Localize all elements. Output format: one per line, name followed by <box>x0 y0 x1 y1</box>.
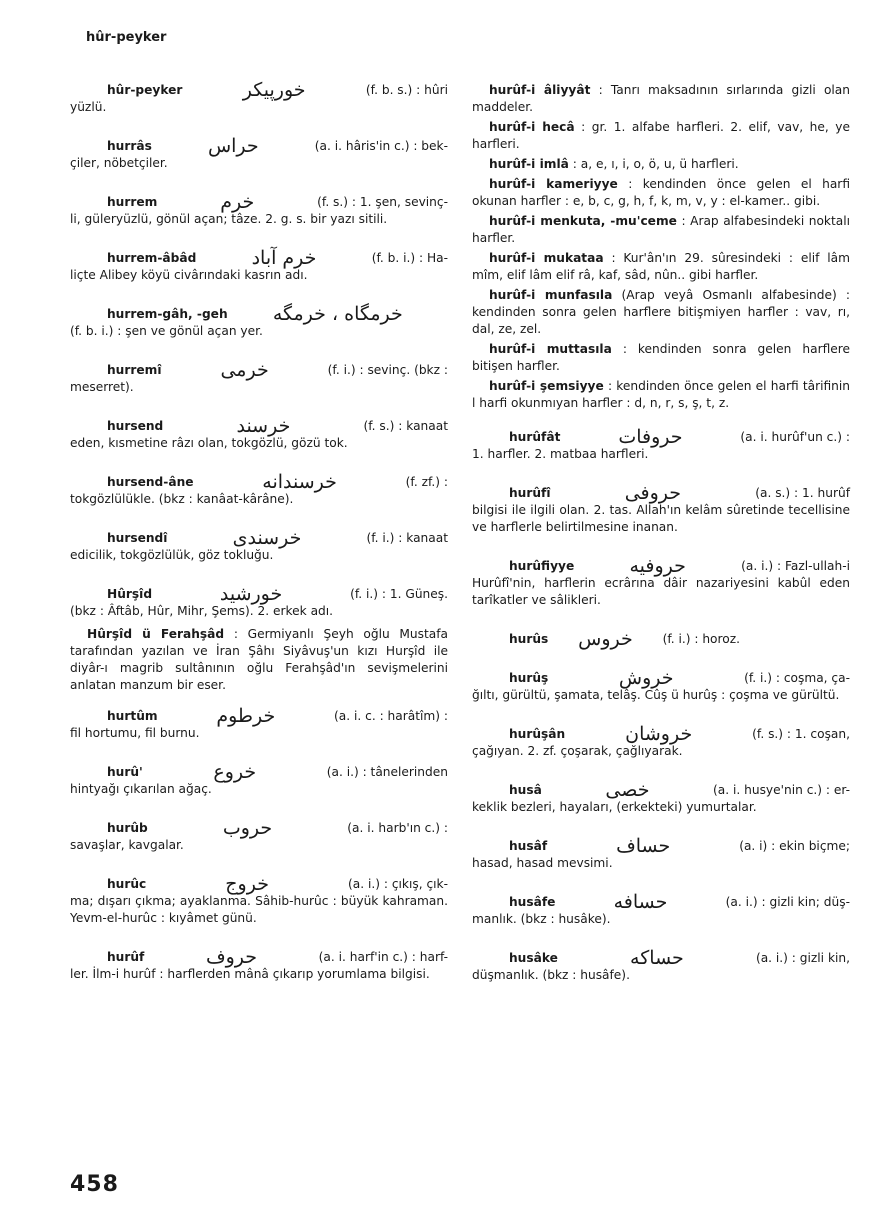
definition-cont: (bkz : Âftâb, Hûr, Mihr, Şems). 2. erkek adı. <box>70 604 334 618</box>
definition: (f. i.) : kanaat <box>366 531 448 545</box>
definition-cont: bilgisi ile ilgili olan. 2. tas. Allah'ın kelâm sûretinde tecellisine ve harflerle belirtilmesine inanan. <box>472 503 850 534</box>
definition: (f. i.) : horoz. <box>662 632 740 646</box>
entry <box>472 341 850 375</box>
headword: hurûfât <box>509 430 561 444</box>
arabic-script: خرسندی <box>232 527 302 549</box>
arabic-script: خروشان <box>625 723 693 745</box>
definition: (a. i. harb'ın c.) : <box>347 821 448 835</box>
arabic-script: خرمگاه ، خرمگه <box>272 303 403 325</box>
entry <box>472 176 850 210</box>
definition: (f. b. i.) : Ha- <box>371 251 448 265</box>
headword: hûr-peyker <box>107 83 183 97</box>
arabic-script: خروش <box>618 667 674 689</box>
entry <box>70 79 448 116</box>
entry <box>472 250 850 284</box>
headword: hurûfî <box>509 486 551 500</box>
definition: (Arap veyâ Osmanlı alfabesinde) : kendinden sonra gelen harflere bitişmiyen harfler : vav, rı, dal, ze, zel. <box>472 288 850 336</box>
entry <box>70 527 448 564</box>
entry <box>472 426 850 463</box>
headword: hursend-âne <box>107 475 194 489</box>
arabic-script: حروف <box>205 946 258 968</box>
definition-cont: edicilik, tokgözlülük, göz tokluğu. <box>70 548 274 562</box>
headword: husâfe <box>509 895 556 909</box>
definition: : gr. 1. alfabe harfleri. 2. elif, vav, he, ye harfleri. <box>472 120 850 151</box>
entry <box>70 626 448 694</box>
definition: : a, e, ı, i, o, ö, u, ü harfleri. <box>572 157 739 171</box>
arabic-script: خرطوم <box>216 705 276 727</box>
definition: (a. i.) : çıkış, çık- <box>347 877 448 891</box>
headword: hurtûm <box>107 709 158 723</box>
definition: (a. i. hâris'in c.) : bek- <box>314 139 448 153</box>
entry <box>70 705 448 742</box>
definition-cont: ma; dışarı çıkma; ayaklanma. Sâhib-hurûc : büyük kahraman. Yevm-el-hurûc : kıyâmet günü. <box>70 894 448 925</box>
entry <box>70 583 448 620</box>
definition: (a. i. c. : harâtîm) : <box>334 709 448 723</box>
arabic-script: خروس <box>578 628 633 650</box>
definition-cont: hasad, hasad mevsimi. <box>472 856 613 870</box>
entry <box>472 835 850 872</box>
headword: hursend <box>107 419 164 433</box>
running-head: hûr-peyker <box>86 30 167 45</box>
entry <box>70 761 448 798</box>
definition: : kendinden önce gelen el harfi târifinin l harfi okunmıyan harfler : d, n, r, s, ş, t, z. <box>472 379 850 410</box>
entry <box>472 378 850 412</box>
headword: hurûf-i menkuta, -mu'ceme <box>489 214 677 228</box>
definition: (a. i. husye'nin c.) : er- <box>713 783 850 797</box>
entry <box>472 947 850 984</box>
headword: hurûş <box>509 671 549 685</box>
headword: hurûc <box>107 877 147 891</box>
entry <box>472 156 850 173</box>
entry <box>70 191 448 228</box>
entry <box>70 873 448 927</box>
definition: (f. s.) : 1. şen, sevinç- <box>317 195 448 209</box>
definition-cont: düşmanlık. (bkz : husâfe). <box>472 968 630 982</box>
headword: hurûf-i imlâ <box>489 157 569 171</box>
definition: : kendinden sonra gelen harflere bitişen harfler. <box>472 342 850 373</box>
definition: (a. i.) : gizli kin, <box>755 951 850 965</box>
headword: hurûs <box>509 632 549 646</box>
definition: (a. i. harf'in c.) : harf- <box>318 950 448 964</box>
definition: : Arap alfabesindeki noktalı harfler. <box>472 214 851 245</box>
arabic-script: حروفیه <box>629 555 686 577</box>
page-number: 458 <box>70 1172 119 1197</box>
definition: (f. b. s.) : hûri <box>365 83 448 97</box>
definition: (a. s.) : 1. hurûf <box>755 486 850 500</box>
entry <box>472 667 850 704</box>
definition-cont: (f. b. i.) : şen ve gönül açan yer. <box>70 324 263 338</box>
headword: hurûf-i âliyyât <box>489 83 591 97</box>
definition-cont: eden, kısmetine râzı olan, tokgözlü, gözü tok. <box>70 436 348 450</box>
definition: : Kur'ân'ın 29. sûresindeki : elif lâm mîm, elif lâm elif râ, kaf, sâd, nûn.. gibi harfler. <box>472 251 851 282</box>
headword: hurûfiyye <box>509 559 575 573</box>
definition-cont: ler. İlm-i hurûf : harflerden mânâ çıkarıp yorumlama bilgisi. <box>70 967 430 981</box>
headword: hurûf-i şemsiyye <box>489 379 604 393</box>
headword: hurû' <box>107 765 143 779</box>
headword: hurûf-i hecâ <box>489 120 575 134</box>
arabic-script: حروب <box>222 817 273 839</box>
headword: husâ <box>509 783 542 797</box>
definition: (a. i) : ekin biçme; <box>739 839 850 853</box>
arabic-script: حساکه <box>630 947 684 969</box>
headword: hurûşân <box>509 727 566 741</box>
entry <box>472 555 850 609</box>
definition-cont: fil hortumu, fil burnu. <box>70 726 200 740</box>
headword: hurûf-i muttasıla <box>489 342 612 356</box>
headword: Hûrşîd ü Ferahşâd <box>87 627 225 641</box>
definition: (f. i.) : coşma, ça- <box>744 671 850 685</box>
definition-cont: ğıltı, gürültü, şamata, telâş. Cûş ü hurûş : çoşma ve gürültü. <box>472 688 840 702</box>
headword: Hûrşîd <box>107 587 153 601</box>
headword: hurrem-âbâd <box>107 251 197 265</box>
definition: (f. i.) : sevinç. (bkz : <box>327 363 448 377</box>
definition-cont: meserret). <box>70 380 134 394</box>
entry <box>472 891 850 928</box>
arabic-script: خرسندانه <box>262 471 337 493</box>
headword: hurûf-i munfasıla <box>489 288 613 302</box>
entry <box>70 817 448 854</box>
definition: (f. i.) : 1. Güneş. <box>350 587 448 601</box>
headword: hurûb <box>107 821 148 835</box>
entry <box>472 628 850 650</box>
definition: (a. i.) : gizli kin; düş- <box>725 895 850 909</box>
headword: hurûf-i kameriyye <box>489 177 618 191</box>
arabic-script: خروج <box>225 873 269 895</box>
arabic-script: خرم آباد <box>251 247 317 269</box>
entry <box>70 303 448 340</box>
arabic-script: خرمی <box>220 359 269 381</box>
definition-cont: liçte Alibey köyü civârındaki kasrın adı. <box>70 268 308 282</box>
definition: : Germiyanlı Şeyh oğlu Mustafa tarafından yazılan ve İran Şâhı Siyâvuş'un kızı Hurşîd ile diyâr-ı magrib sultânının oğlu Ferahşâd'ın sevişmelerini anlatan manzum bir eser. <box>70 627 448 692</box>
definition: (a. i. hurûf'un c.) : <box>740 430 850 444</box>
entry <box>472 82 850 116</box>
headword: hurrâs <box>107 139 152 153</box>
definition-cont: 1. harfler. 2. matbaa harfleri. <box>472 447 649 461</box>
right-column <box>472 82 850 984</box>
arabic-script: خورپیکر <box>242 79 306 101</box>
entry <box>472 723 850 760</box>
entry <box>70 359 448 396</box>
arabic-script: خصی <box>605 779 650 801</box>
headword: husâf <box>509 839 548 853</box>
definition-cont: tokgözlülükle. (bkz : kanâat-kârâne). <box>70 492 294 506</box>
arabic-script: حراس <box>207 135 259 157</box>
definition-cont: li, güleryüzlü, gönül açan; tâze. 2. g. s. bir yazı sitili. <box>70 212 388 226</box>
headword: hursendî <box>107 531 168 545</box>
definition: (a. i.) : tânelerinden <box>326 765 448 779</box>
arabic-script: خرسند <box>236 415 291 437</box>
definition-cont: çağıyan. 2. zf. çoşarak, çağlıyarak. <box>472 744 683 758</box>
definition: : kendinden önce gelen el harfi okunan harfler : e, b, c, g, h, f, k, m, v, y : el-kamer.. gibi. <box>472 177 850 208</box>
headword: hurrem <box>107 195 158 209</box>
arabic-script: خروع <box>213 761 257 783</box>
definition: (f. s.) : 1. coşan, <box>752 727 850 741</box>
arabic-script: حروفی <box>624 482 682 504</box>
definition-cont: Hurûfî'nin, harflerin ecrârına dâir nazariyesini kabûl eden tarîkatler ve sâlikleri. <box>472 576 850 607</box>
entry <box>70 135 448 172</box>
entry <box>472 482 850 536</box>
entry <box>472 119 850 153</box>
definition-cont: keklik bezleri, hayaları, (erkekteki) yumurtalar. <box>472 800 757 814</box>
headword: hurremî <box>107 363 162 377</box>
definition: (f. s.) : kanaat <box>363 419 448 433</box>
definition: : Tanrı maksadının sırlarında gizli olan maddeler. <box>472 83 850 114</box>
entry <box>70 415 448 452</box>
arabic-script: حسافه <box>613 891 668 913</box>
definition-cont: hintyağı çıkarılan ağaç. <box>70 782 212 796</box>
headword: husâke <box>509 951 558 965</box>
definition-cont: savaşlar, kavgalar. <box>70 838 184 852</box>
entry <box>70 946 448 983</box>
arabic-script: حروفات <box>618 426 683 448</box>
arabic-script: خرم <box>220 191 255 213</box>
definition: (a. i.) : Fazl-ullah-i <box>741 559 850 573</box>
left-column <box>70 79 448 983</box>
definition-cont: manlık. (bkz : husâke). <box>472 912 611 926</box>
definition: (f. zf.) : <box>405 475 448 489</box>
entry <box>472 779 850 816</box>
entry <box>472 287 850 338</box>
arabic-script: حساف <box>616 835 671 857</box>
entry <box>70 471 448 508</box>
definition-cont: yüzlü. <box>70 100 107 114</box>
headword: hurrem-gâh, -geh <box>107 307 228 321</box>
arabic-script: خورشید <box>219 583 283 605</box>
entry <box>70 247 448 284</box>
definition-cont: çiler, nöbetçiler. <box>70 156 168 170</box>
headword: hurûf-i mukataa <box>489 251 604 265</box>
entry <box>472 213 850 247</box>
headword: hurûf <box>107 950 145 964</box>
